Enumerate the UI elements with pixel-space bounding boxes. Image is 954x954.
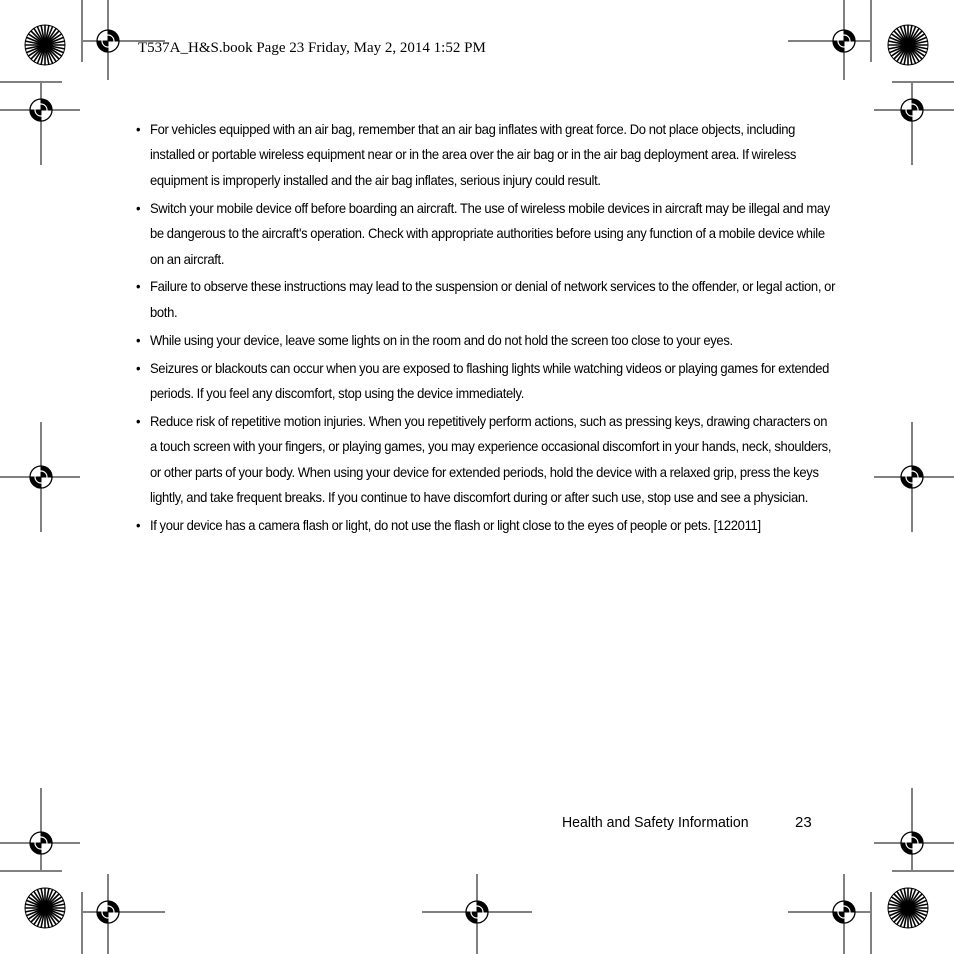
safety-bullet-list bbox=[136, 117, 836, 541]
starburst-registration-icon bbox=[888, 25, 928, 65]
crosshair-registration-icon bbox=[874, 422, 954, 532]
bullet-text: While using your device, leave some lights on in the room and do not hold the screen too close to your eyes. bbox=[149, 331, 733, 348]
crosshair-registration-icon bbox=[788, 0, 870, 80]
crosshair-registration-icon bbox=[788, 874, 870, 954]
bullet-text: Failure to observe these instructions may lead to the suspension or denial of network services to the offender, or legal action, or both. bbox=[149, 278, 836, 320]
bullet-text: For vehicles equipped with an air bag, remember that an air bag inflates with great force. Do not place objects, including installed or portable wireless equipment near or in the area over the air bag or in the air bag deployment area. If wireless equipment is improperly installed and the air bag inflates, serious injury could result. bbox=[149, 121, 797, 188]
list-item bbox=[136, 117, 836, 193]
crosshair-registration-icon bbox=[0, 788, 80, 870]
crosshair-registration-icon bbox=[422, 874, 532, 954]
bullet-icon: • bbox=[136, 331, 141, 348]
bullet-icon: • bbox=[136, 121, 141, 137]
crosshair-registration-icon bbox=[0, 422, 80, 532]
list-item bbox=[136, 196, 836, 272]
bullet-icon: • bbox=[136, 359, 141, 376]
bullet-icon: • bbox=[136, 199, 141, 216]
list-item bbox=[136, 328, 836, 353]
list-item bbox=[136, 513, 836, 538]
crosshair-registration-icon bbox=[83, 874, 165, 954]
starburst-registration-icon bbox=[25, 888, 65, 928]
crosshair-registration-icon bbox=[874, 788, 954, 870]
bullet-text: Seizures or blackouts can occur when you are exposed to flashing lights while watching videos or playing games for extended periods. If you feel any discomfort, stop using the device immediately. bbox=[149, 359, 830, 402]
crosshair-registration-icon bbox=[874, 83, 954, 165]
starburst-registration-icon bbox=[888, 888, 928, 928]
list-item bbox=[136, 356, 836, 407]
list-item bbox=[136, 274, 836, 325]
bullet-icon: • bbox=[136, 278, 141, 295]
bullet-text: Switch your mobile device off before boarding an aircraft. The use of wireless mobile devices in aircraft may be illegal and may be dangerous to the aircraft's operation. Check with appropriate authorities before using any function of a mobile device while on an aircraft. bbox=[149, 199, 830, 267]
crosshair-registration-icon bbox=[0, 83, 80, 165]
bullet-icon: • bbox=[136, 412, 141, 429]
starburst-registration-icon bbox=[25, 25, 65, 65]
bullet-icon: • bbox=[136, 517, 141, 534]
print-slug-line: T537A_H&S.book Page 23 Friday, May 2, 2014 1:52 PM bbox=[138, 40, 486, 56]
page-number: 23 bbox=[795, 814, 812, 831]
footer-section-title: Health and Safety Information bbox=[562, 814, 749, 831]
bullet-text: Reduce risk of repetitive motion injuries. When you repetitively perform actions, such as pressing keys, drawing characters on a touch screen with your fingers, or playing games, you may experience occasional discomfort in your hands, neck, shoulders, or other parts of your body. When using your device for extended periods, hold the device with a relaxed grip, press the keys lightly, and take frequent breaks. If you continue to have discomfort during or after such use, stop use and see a physician. bbox=[149, 412, 832, 506]
list-item bbox=[136, 409, 836, 511]
bullet-text: If your device has a camera flash or light, do not use the flash or light close to the eyes of people or pets. [122011] bbox=[149, 517, 761, 534]
